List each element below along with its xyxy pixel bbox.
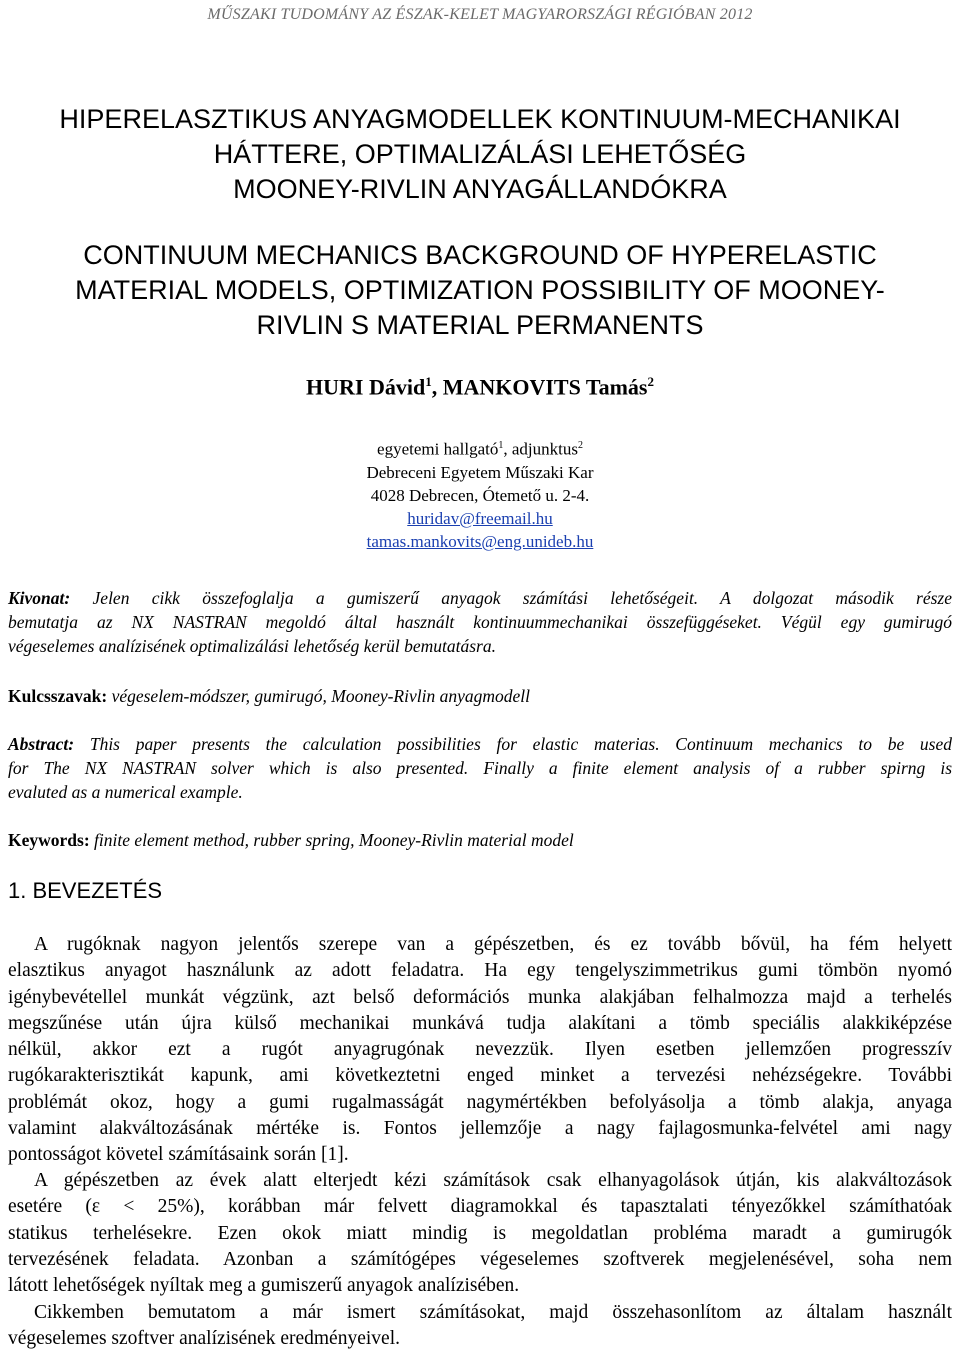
author-name: HURI Dávid	[306, 374, 426, 400]
body-paragraph-1	[8, 932, 952, 1169]
body-line: A gépészetben az évek alatt elterjedt kézi számítások csak elhanyagolások útján, kis alakváltozások	[34, 1170, 952, 1191]
title-line: MATERIAL MODELS, OPTIMIZATION POSSIBILITY OF MOONEY-	[75, 275, 885, 305]
abstract-label: Kivonat:	[8, 588, 71, 608]
abstract-text: This paper presents the calculation possibilities for elastic materias. Continuum mechanics to be used	[74, 734, 952, 754]
title-line: HIPERELASZTIKUS ANYAGMODELLEK KONTINUUM-MECHANIKAI	[59, 104, 901, 134]
body-line: Cikkemben bemutatom a már ismert számításokat, majd összehasonlítom az általam használt	[34, 1302, 952, 1323]
title-line: CONTINUUM MECHANICS BACKGROUND OF HYPERELASTIC	[83, 240, 877, 270]
title-hungarian	[0, 102, 960, 207]
abstract-label: Abstract:	[8, 734, 75, 754]
abstract-line	[8, 586, 952, 610]
body-line: tervezésének feladata. Azonban a számítógépes végeselemes szoftverek megjelenésével, soha nem	[8, 1248, 952, 1270]
title-line: MOONEY-RIVLIN ANYAGÁLLANDÓKRA	[233, 174, 727, 204]
role-text: , adjunktus	[503, 439, 578, 459]
email-link[interactable]: tamas.mankovits@eng.unideb.hu	[366, 531, 594, 551]
body-paragraph-2	[8, 1168, 952, 1299]
body-line: igénybevétellel munkát végzünk, azt belső deformációs munka alakjában felhalmozza majd a terhelés	[8, 986, 952, 1008]
body-paragraph-3	[8, 1300, 952, 1353]
keywords-text: finite element method, rubber spring, Mooney-Rivlin material model	[89, 830, 574, 850]
affiliation-mark: 2	[647, 374, 654, 389]
affiliation-mark: 1	[498, 440, 504, 451]
author-roles	[0, 434, 960, 461]
author-separator: ,	[431, 374, 443, 400]
body-line: végeselemes szoftver analízisének eredményeivel.	[8, 1328, 400, 1350]
abstract-hungarian	[8, 586, 952, 658]
body-line: esetére (ε < 25%), korábban már felvett diagramokkal és tapasztalati tényezőkkel számíthatóak	[8, 1196, 952, 1218]
email-link[interactable]: huridav@freemail.hu	[407, 508, 553, 528]
institution: Debreceni Egyetem Műszaki Kar	[366, 462, 594, 482]
affiliation-mark: 2	[577, 440, 583, 451]
body-line: statikus terhelésekre. Ezen okok miatt mindig is megoldatlan probléma maradt a gumirugók	[8, 1222, 952, 1244]
author-list	[0, 374, 960, 400]
abstract-line	[8, 732, 952, 756]
abstract-line: for The NX NASTRAN solver which is also presented. Finally a finite element analysis of a rubber spirng is	[8, 758, 952, 778]
abstract-text: Jelen cikk összefoglalja a gumiszerű anyagok számítási lehetőségeit. A dolgozat második része	[70, 588, 952, 608]
body-line: A rugóknak nagyon jelentős szerepe van a gépészetben, és ez tovább bővül, ha fém helyett	[34, 934, 952, 955]
author-name: MANKOVITS Tamás	[442, 374, 648, 400]
body-line: nélkül, akkor ezt a rugót anyagrugónak nevezzük. Ilyen esetben jellemzően progresszív	[8, 1039, 952, 1061]
address: 4028 Debrecen, Ótemető u. 2-4.	[370, 485, 590, 505]
title-line: RIVLIN S MATERIAL PERMANENTS	[256, 310, 704, 340]
body-line: látott lehetőségek nyíltak meg a gumiszerű anyagok analízisében.	[8, 1275, 520, 1297]
title-english	[0, 238, 960, 343]
keywords-hungarian	[8, 684, 952, 708]
role-text: egyetemi hallgató	[377, 439, 499, 459]
body-line: megszűnése után újra külső mechanikai munkává tudja alakítani a tömb speciális alakkiképzése	[8, 1012, 952, 1034]
body-line: valamint alakváltozásának mértéke is. Fontos jellemzője a nagy fajlagosmunka-felvétel ami nagy	[8, 1118, 952, 1140]
body-line: pontosságot követel számításaink során [1].	[8, 1144, 349, 1166]
affiliation-mark: 1	[425, 374, 432, 389]
affiliation-block	[0, 434, 960, 553]
body-line: elasztikus anyagot használunk az adott feladatra. Ha egy tengelyszimmetrikus gumi tömbön nyomó	[8, 960, 952, 982]
abstract-line: bemutatja az NX NASTRAN megoldó által használt kontinuummechanikai összefüggéseket. Végül egy gumirugó	[8, 612, 952, 632]
keywords-text: végeselem-módszer, gumirugó, Mooney-Rivlin anyagmodell	[107, 686, 530, 706]
title-line: HÁTTERE, OPTIMALIZÁLÁSI LEHETŐSÉG	[213, 139, 747, 169]
abstract-line: végeselemes analízisének optimalizálási lehetőség kerül bemutatásra.	[8, 636, 496, 656]
keywords-label: Keywords:	[8, 830, 90, 850]
running-head: MŰSZAKI TUDOMÁNY AZ ÉSZAK-KELET MAGYARORSZÁGI RÉGIÓBAN 2012	[207, 6, 753, 23]
section-heading: 1. BEVEZETÉS	[8, 878, 163, 903]
keywords-label: Kulcsszavak:	[8, 686, 108, 706]
abstract-line: evaluted as a numerical example.	[8, 782, 243, 802]
keywords-english	[8, 828, 952, 852]
body-line: problémát okoz, hogy a gumi rugalmasságát nagymértékben befolyásolja a tömb alakja, anyaga	[8, 1091, 952, 1113]
abstract-english	[8, 732, 952, 804]
body-line: rugókarakterisztikát kapunk, ami következtetni enged minket a tervezési nehézségekre. További	[8, 1065, 952, 1087]
